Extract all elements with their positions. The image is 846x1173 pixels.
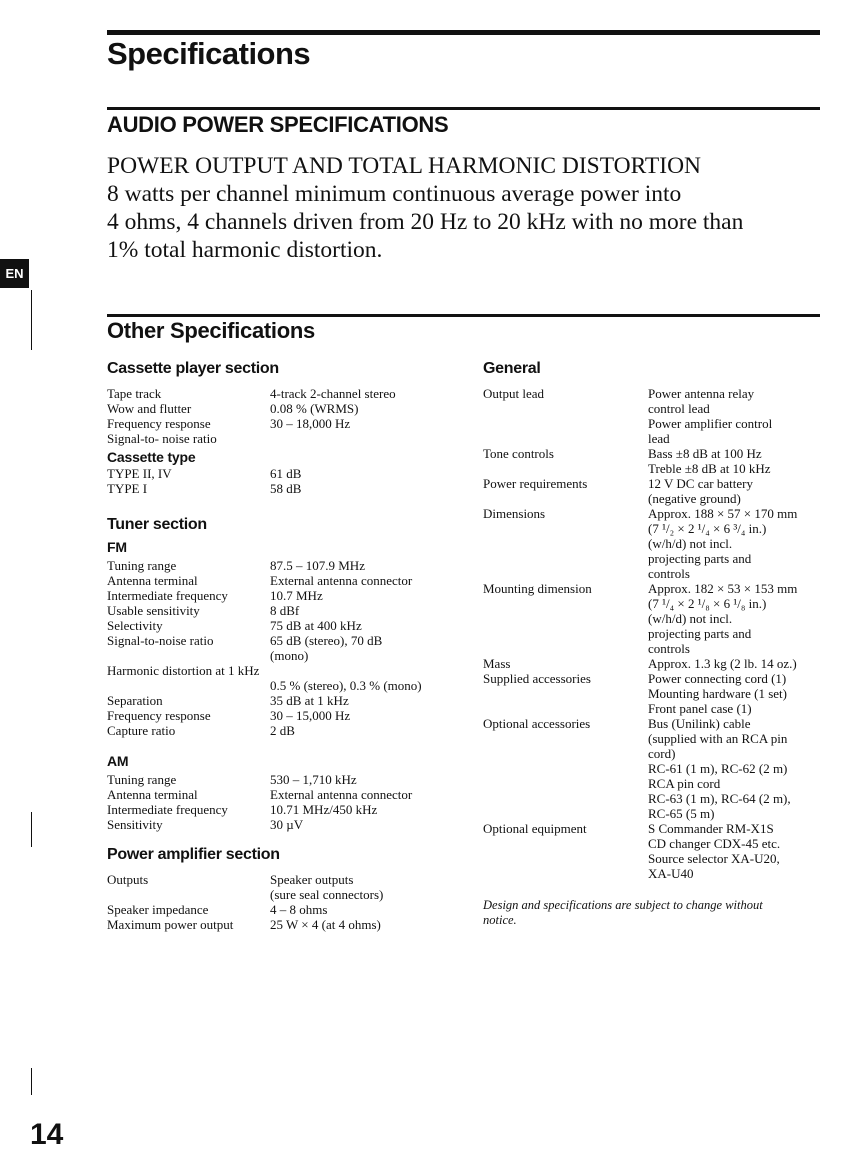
tuner-heading: Tuner section xyxy=(107,516,207,533)
other-rule xyxy=(107,314,820,317)
spec-value: 0.5 % (stereo), 0.3 % (mono) xyxy=(270,678,422,693)
page-number: 14 xyxy=(30,1118,64,1151)
spec-value: 2 dB xyxy=(270,723,295,738)
cassette-table xyxy=(107,386,457,446)
spec-value: projecting parts and xyxy=(648,626,752,641)
spec-label: Signal-to-noise ratio xyxy=(107,633,214,648)
cassette-type-table xyxy=(107,466,457,496)
spec-value: Treble ±8 dB at 10 kHz xyxy=(648,461,771,476)
general-row xyxy=(483,611,833,626)
spec-label: Supplied accessories xyxy=(483,671,591,686)
spec-label: Selectivity xyxy=(107,618,163,633)
spec-label: Optional equipment xyxy=(483,821,587,836)
spec-value: 4-track 2-channel stereo xyxy=(270,386,396,401)
fm-row xyxy=(107,573,457,588)
fm-row xyxy=(107,558,457,573)
spec-label xyxy=(483,416,648,431)
spec-label: Antenna terminal xyxy=(107,787,198,802)
general-row xyxy=(483,851,833,866)
spec-label xyxy=(483,536,648,551)
spec-label xyxy=(483,401,648,416)
general-row xyxy=(483,776,833,791)
spec-label xyxy=(483,761,648,776)
spec-value: (7 ¹/₄ × 2 ¹/₈ × 6 ¹/₈ in.) xyxy=(648,596,767,611)
fm-row xyxy=(107,678,457,693)
amplifier-table xyxy=(107,872,457,932)
spec-label xyxy=(107,678,270,693)
spec-label xyxy=(483,731,648,746)
spec-label: Intermediate frequency xyxy=(107,588,228,603)
am-row xyxy=(107,772,457,787)
spec-value: 10.71 MHz/450 kHz xyxy=(270,802,378,817)
general-row xyxy=(483,551,833,566)
page-title: Specifications xyxy=(107,36,311,71)
spec-value: Power antenna relay xyxy=(648,386,755,401)
general-row xyxy=(483,566,833,581)
spec-value: 30 µV xyxy=(270,817,304,832)
amplifier-row xyxy=(107,902,457,917)
spec-label: Speaker impedance xyxy=(107,902,209,917)
spec-label xyxy=(483,866,648,881)
fm-row xyxy=(107,663,457,678)
audio-heading: AUDIO POWER SPECIFICATIONS xyxy=(107,112,449,137)
spec-label: Optional accessories xyxy=(483,716,591,731)
am-heading: AM xyxy=(107,753,129,769)
spec-label xyxy=(107,887,270,902)
spec-value: lead xyxy=(648,431,670,446)
cassette-heading: Cassette player section xyxy=(107,360,279,377)
fm-row xyxy=(107,588,457,603)
spec-value: 30 – 18,000 Hz xyxy=(270,416,351,431)
left-column xyxy=(107,358,457,932)
spec-label: Outputs xyxy=(107,872,149,887)
spec-label xyxy=(483,521,648,536)
general-row xyxy=(483,701,833,716)
spec-label xyxy=(483,851,648,866)
spec-label: Usable sensitivity xyxy=(107,603,200,618)
general-row xyxy=(483,641,833,656)
spec-value: Power amplifier control xyxy=(648,416,773,431)
general-row xyxy=(483,656,833,671)
general-row xyxy=(483,521,833,536)
am-table xyxy=(107,772,457,832)
margin-line-1 xyxy=(31,290,32,350)
spec-label: Tuning range xyxy=(107,772,177,787)
margin-line-3 xyxy=(31,1068,32,1095)
spec-label xyxy=(483,746,648,761)
spec-value: cord) xyxy=(648,746,676,761)
spec-value: Front panel case (1) xyxy=(648,701,752,716)
spec-label: Separation xyxy=(107,693,163,708)
spec-value: 0.08 % (WRMS) xyxy=(270,401,359,416)
fm-row xyxy=(107,708,457,723)
fm-table xyxy=(107,558,457,738)
spec-label xyxy=(107,648,270,663)
cassette-row xyxy=(107,401,457,416)
amplifier-row xyxy=(107,887,457,902)
general-row xyxy=(483,491,833,506)
spec-value: Bass ±8 dB at 100 Hz xyxy=(648,446,762,461)
cassette-type-row xyxy=(107,481,457,496)
spec-label: Frequency response xyxy=(107,416,211,431)
spec-value: 30 – 15,000 Hz xyxy=(270,708,351,723)
spec-value: 75 dB at 400 kHz xyxy=(270,618,362,633)
design-notice-line-2: notice. xyxy=(483,913,517,927)
spec-value: RC-65 (5 m) xyxy=(648,806,715,821)
spec-value: projecting parts and xyxy=(648,551,752,566)
spec-label xyxy=(483,461,648,476)
spec-label xyxy=(483,791,648,806)
spec-value: Source selector XA-U20, xyxy=(648,851,780,866)
fm-row xyxy=(107,603,457,618)
spec-label xyxy=(483,806,648,821)
spec-value: (w/h/d) not incl. xyxy=(648,536,733,551)
spec-label xyxy=(483,626,648,641)
general-heading: General xyxy=(483,360,541,377)
spec-value: Approx. 182 × 53 × 153 mm xyxy=(648,581,798,596)
spec-value: CD changer CDX-45 etc. xyxy=(648,836,781,851)
fm-row xyxy=(107,693,457,708)
general-row xyxy=(483,671,833,686)
spec-label xyxy=(483,596,648,611)
general-row xyxy=(483,731,833,746)
general-row xyxy=(483,836,833,851)
spec-value: 530 – 1,710 kHz xyxy=(270,772,357,787)
general-row xyxy=(483,596,833,611)
spec-value: Mounting hardware (1 set) xyxy=(648,686,787,701)
spec-value: 61 dB xyxy=(270,466,302,481)
spec-label: Power requirements xyxy=(483,476,588,491)
spec-value: (w/h/d) not incl. xyxy=(648,611,733,626)
spec-label xyxy=(483,566,648,581)
general-row xyxy=(483,821,833,836)
fm-row xyxy=(107,648,457,663)
design-notice xyxy=(483,898,833,928)
spec-label: Signal-to- noise ratio xyxy=(107,431,217,446)
general-row xyxy=(483,446,833,461)
general-row xyxy=(483,716,833,731)
right-column xyxy=(483,358,833,928)
spec-value: 35 dB at 1 kHz xyxy=(270,693,349,708)
spec-value: (negative ground) xyxy=(648,491,741,506)
cassette-row xyxy=(107,431,457,446)
audio-line-4: 1% total harmonic distortion. xyxy=(107,237,383,263)
spec-label xyxy=(483,431,648,446)
general-row xyxy=(483,866,833,881)
spec-value: RC-61 (1 m), RC-62 (2 m) xyxy=(648,761,788,776)
spec-label: Maximum power output xyxy=(107,917,234,932)
amplifier-row xyxy=(107,917,457,932)
spec-value: S Commander RM-X1S xyxy=(648,821,774,836)
spec-value: (7 ¹/₂ × 2 ¹/₄ × 6 ³/₄ in.) xyxy=(648,521,767,536)
spec-label xyxy=(483,611,648,626)
other-heading: Other Specifications xyxy=(107,318,315,343)
spec-label: Output lead xyxy=(483,386,545,401)
margin-line-2 xyxy=(31,812,32,847)
spec-label: Tape track xyxy=(107,386,162,401)
spec-value: Power connecting cord (1) xyxy=(648,671,787,686)
language-tab: EN xyxy=(0,259,29,288)
spec-value: controls xyxy=(648,566,690,581)
spec-label xyxy=(483,776,648,791)
spec-value: 12 V DC car battery xyxy=(648,476,753,491)
fm-row xyxy=(107,633,457,648)
general-row xyxy=(483,401,833,416)
spec-label: Harmonic distortion at 1 kHz xyxy=(107,663,260,678)
audio-line-3: 4 ohms, 4 channels driven from 20 Hz to 20 kHz with no more than xyxy=(107,209,744,235)
audio-line-2: 8 watts per channel minimum continuous average power into xyxy=(107,181,682,207)
cassette-type-heading: Cassette type xyxy=(107,449,196,465)
spec-label xyxy=(483,491,648,506)
am-row xyxy=(107,802,457,817)
spec-value: RC-63 (1 m), RC-64 (2 m), xyxy=(648,791,791,806)
general-row xyxy=(483,431,833,446)
spec-label: TYPE I xyxy=(107,481,148,496)
general-table xyxy=(483,386,833,881)
spec-label xyxy=(483,836,648,851)
am-row xyxy=(107,817,457,832)
spec-value: 65 dB (stereo), 70 dB xyxy=(270,633,383,648)
spec-value: Approx. 188 × 57 × 170 mm xyxy=(648,506,798,521)
spec-label: Mass xyxy=(483,656,511,671)
general-row xyxy=(483,386,833,401)
general-row xyxy=(483,761,833,776)
general-row xyxy=(483,686,833,701)
spec-value: 87.5 – 107.9 MHz xyxy=(270,558,365,573)
spec-label: Frequency response xyxy=(107,708,211,723)
cassette-type-row xyxy=(107,466,457,481)
spec-label: Dimensions xyxy=(483,506,546,521)
spec-value: 8 dBf xyxy=(270,603,300,618)
spec-label xyxy=(483,701,648,716)
design-notice-line-1: Design and specifications are subject to change without xyxy=(483,898,763,912)
fm-row xyxy=(107,618,457,633)
spec-value: 25 W × 4 (at 4 ohms) xyxy=(270,917,381,932)
spec-value: RCA pin cord xyxy=(648,776,721,791)
audio-line-1: POWER OUTPUT AND TOTAL HARMONIC DISTORTION xyxy=(107,153,702,179)
spec-label xyxy=(483,641,648,656)
spec-label: Sensitivity xyxy=(107,817,163,832)
spec-label: Antenna terminal xyxy=(107,573,198,588)
general-row xyxy=(483,791,833,806)
spec-value: (supplied with an RCA pin xyxy=(648,731,788,746)
spec-label: TYPE II, IV xyxy=(107,466,172,481)
general-row xyxy=(483,581,833,596)
general-row xyxy=(483,626,833,641)
cassette-row xyxy=(107,386,457,401)
spec-label xyxy=(483,551,648,566)
spec-label: Mounting dimension xyxy=(483,581,592,596)
spec-label xyxy=(483,686,648,701)
spec-value: (mono) xyxy=(270,648,309,663)
spec-value: Approx. 1.3 kg (2 lb. 14 oz.) xyxy=(648,656,797,671)
spec-value: XA-U40 xyxy=(648,866,694,881)
spec-value: 10.7 MHz xyxy=(270,588,323,603)
am-row xyxy=(107,787,457,802)
general-row xyxy=(483,461,833,476)
fm-heading: FM xyxy=(107,539,127,555)
spec-value: External antenna connector xyxy=(270,787,413,802)
general-row xyxy=(483,806,833,821)
spec-label: Intermediate frequency xyxy=(107,802,228,817)
spec-value: Bus (Unilink) cable xyxy=(648,716,751,731)
spec-value: Speaker outputs xyxy=(270,872,354,887)
audio-rule xyxy=(107,107,820,110)
spec-label: Capture ratio xyxy=(107,723,176,738)
top-rule xyxy=(107,30,820,35)
spec-label: Tone controls xyxy=(483,446,554,461)
spec-value: controls xyxy=(648,641,690,656)
general-row xyxy=(483,536,833,551)
general-row xyxy=(483,476,833,491)
spec-label: Tuning range xyxy=(107,558,177,573)
amplifier-row xyxy=(107,872,457,887)
amplifier-heading: Power amplifier section xyxy=(107,846,280,863)
fm-row xyxy=(107,723,457,738)
spec-label: Wow and flutter xyxy=(107,401,192,416)
spec-value: External antenna connector xyxy=(270,573,413,588)
general-row xyxy=(483,506,833,521)
spec-value: 58 dB xyxy=(270,481,302,496)
general-row xyxy=(483,416,833,431)
cassette-row xyxy=(107,416,457,431)
spec-value: control lead xyxy=(648,401,710,416)
spec-value: 4 – 8 ohms xyxy=(270,902,328,917)
spec-value: (sure seal connectors) xyxy=(270,887,384,902)
general-row xyxy=(483,746,833,761)
